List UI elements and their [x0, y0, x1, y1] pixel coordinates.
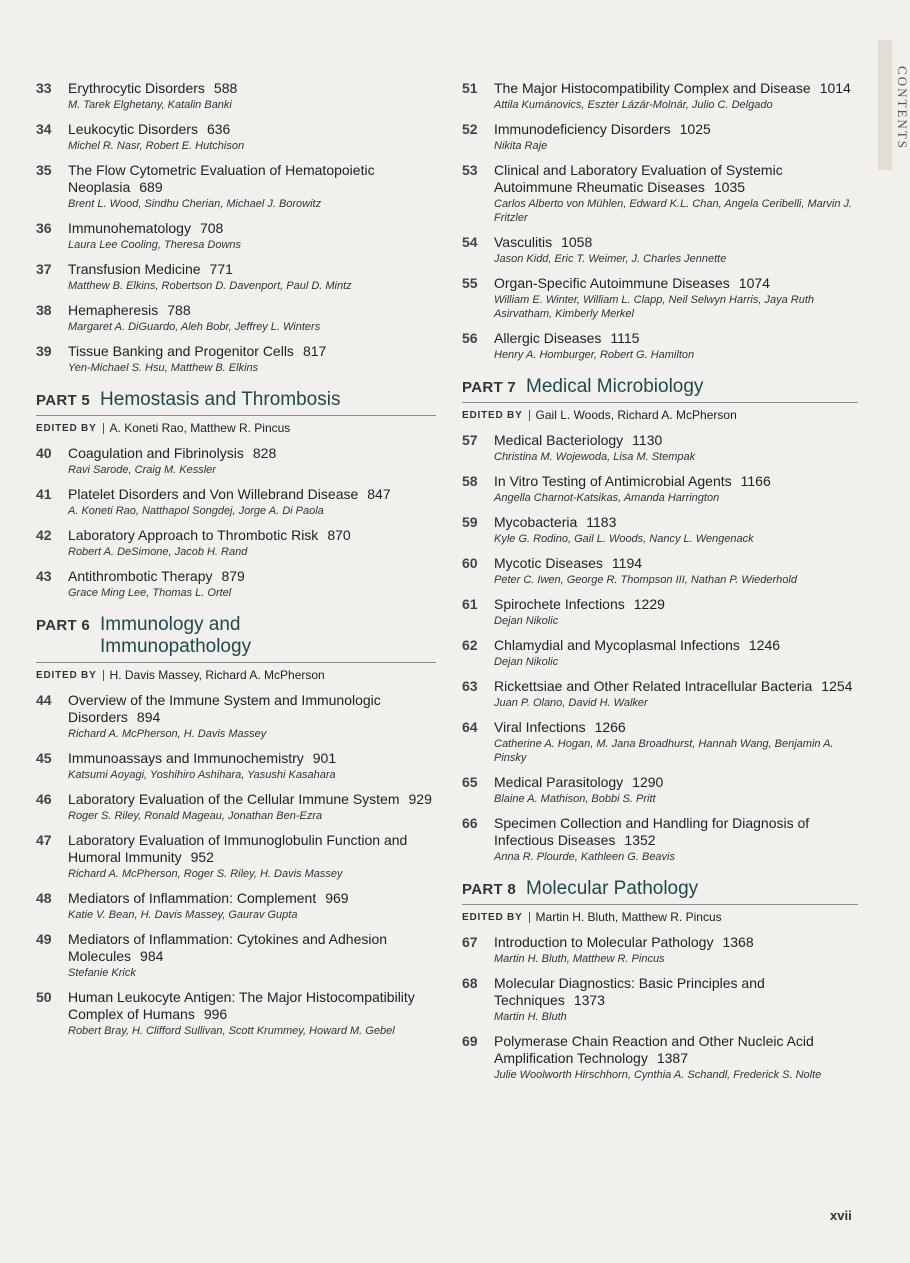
- chapter-body: [494, 514, 858, 546]
- chapter-body: [68, 121, 436, 153]
- chapter-title: Medical Parasitology: [494, 774, 624, 790]
- chapter-page: 828: [252, 445, 277, 461]
- chapter-number: 36: [36, 220, 52, 236]
- part-editors-line: [462, 408, 858, 422]
- chapter-title: Viral Infections: [494, 719, 586, 735]
- chapter-title: Laboratory Evaluation of the Cellular Immune System: [68, 791, 400, 807]
- chapter-authors: Yen-Michael S. Hsu, Matthew B. Elkins: [68, 362, 259, 374]
- toc-right-column: [462, 80, 858, 1091]
- toc-entry: [462, 1033, 858, 1082]
- chapter-authors: Katie V. Bean, H. Davis Massey, Gaurav Gupta: [68, 909, 298, 921]
- chapter-authors: Michel R. Nasr, Robert E. Hutchison: [68, 140, 245, 152]
- chapter-page: 894: [136, 709, 161, 725]
- chapter-page: 817: [302, 343, 327, 359]
- edited-by-label: EDITED BY: [462, 410, 530, 421]
- chapter-title: Introduction to Molecular Pathology: [494, 934, 714, 950]
- chapter-number: 49: [36, 931, 52, 947]
- chapter-title-line: [68, 568, 436, 585]
- toc-entry: [462, 555, 858, 587]
- chapter-number: 43: [36, 568, 52, 584]
- part-heading: [462, 376, 858, 403]
- chapter-page: 1166: [740, 473, 771, 489]
- chapter-body: [494, 1033, 858, 1082]
- chapter-number: 63: [462, 678, 478, 694]
- part-editors-line: [36, 421, 436, 435]
- chapter-page: 689: [139, 179, 163, 195]
- chapter-body: [68, 832, 436, 881]
- chapter-body: [68, 80, 436, 112]
- chapter-title-line: [494, 514, 858, 531]
- chapter-number: 37: [36, 261, 52, 277]
- chapter-page: 1035: [713, 179, 746, 195]
- chapter-title-line: [494, 774, 858, 791]
- toc-left-column: [36, 80, 436, 1047]
- chapter-page: 1373: [573, 992, 605, 1008]
- chapter-title-line: [494, 934, 858, 951]
- chapter-authors: Margaret A. DiGuardo, Aleh Bobr, Jeffrey L. Winters: [68, 321, 321, 333]
- part-section: [462, 376, 858, 422]
- chapter-page: 1183: [586, 514, 617, 530]
- chapter-authors: M. Tarek Elghetany, Katalin Banki: [68, 99, 232, 111]
- chapter-title-line: [68, 220, 436, 237]
- chapter-number: 34: [36, 121, 52, 137]
- chapter-body: [494, 555, 858, 587]
- chapter-title-line: [494, 815, 858, 849]
- chapter-body: [68, 162, 436, 211]
- chapter-title: Immunoassays and Immunochemistry: [68, 750, 304, 766]
- chapter-authors: Stefanie Krick: [68, 967, 136, 979]
- chapter-authors: Brent L. Wood, Sindhu Cherian, Michael J. Borowitz: [68, 198, 322, 210]
- chapter-authors: Ravi Sarode, Craig M. Kessler: [68, 464, 216, 476]
- toc-entry: [462, 432, 858, 464]
- toc-entry: [462, 678, 858, 710]
- chapter-title: Laboratory Approach to Thrombotic Risk: [68, 527, 319, 543]
- toc-entry: [462, 815, 858, 864]
- chapter-authors: Katsumi Aoyagi, Yoshihiro Ashihara, Yasushi Kasahara: [68, 769, 336, 781]
- part-label: PART 6: [36, 617, 91, 634]
- chapter-body: [494, 473, 858, 505]
- chapter-authors: Julie Woolworth Hirschhorn, Cynthia A. Schandl, Frederick S. Nolte: [494, 1069, 822, 1081]
- chapter-page: 1387: [656, 1050, 688, 1066]
- part-title: Hemostasis and Thrombosis: [100, 389, 341, 410]
- chapter-number: 39: [36, 343, 52, 359]
- chapter-title: Vasculitis: [494, 234, 553, 250]
- page-number: xvii: [830, 1208, 852, 1223]
- chapter-authors: Dejan Nikolic: [494, 656, 559, 668]
- chapter-title-line: [494, 162, 858, 196]
- chapter-authors: Angella Charnot-Katsikas, Amanda Harrington: [494, 492, 720, 504]
- chapter-body: [494, 678, 858, 710]
- edited-by-label: EDITED BY: [36, 423, 104, 434]
- chapter-body: [68, 343, 436, 375]
- chapter-authors: Anna R. Plourde, Kathleen G. Beavis: [494, 851, 675, 863]
- chapter-page: 996: [203, 1006, 228, 1022]
- chapter-page: 1014: [819, 80, 851, 96]
- chapter-page: 1290: [632, 774, 664, 790]
- chapter-body: [494, 432, 858, 464]
- part-heading: [36, 389, 436, 416]
- chapter-body: [68, 692, 436, 741]
- chapter-title-line: [494, 975, 858, 1009]
- chapter-authors: Christina M. Wojewoda, Lisa M. Stempak: [494, 451, 696, 463]
- chapter-number: 64: [462, 719, 478, 735]
- chapter-title-line: [68, 527, 436, 544]
- chapter-authors: Robert A. DeSimone, Jacob H. Rand: [68, 546, 248, 558]
- toc-entry: [36, 486, 436, 518]
- chapter-number: 45: [36, 750, 52, 766]
- chapter-title-line: [494, 121, 858, 138]
- toc-entry: [36, 261, 436, 293]
- chapter-title-line: [68, 121, 436, 138]
- chapter-title-line: [68, 486, 436, 503]
- chapter-body: [68, 931, 436, 980]
- chapter-title: Rickettsiae and Other Related Intracellular Bacteria: [494, 678, 813, 694]
- chapter-authors: Robert Bray, H. Clifford Sullivan, Scott Krummey, Howard M. Gebel: [68, 1025, 395, 1037]
- part-label: PART 7: [462, 379, 517, 396]
- toc-entry: [462, 934, 858, 966]
- chapter-number: 61: [462, 596, 478, 612]
- part-editors: Gail L. Woods, Richard A. McPherson: [535, 408, 737, 422]
- part-editors-line: [36, 668, 436, 682]
- chapter-title: Mediators of Inflammation: Complement: [68, 890, 317, 906]
- chapter-body: [494, 719, 858, 765]
- toc-entry: [36, 989, 436, 1038]
- chapter-title: Polymerase Chain Reaction and Other Nucleic Acid Amplification Technology: [494, 1033, 814, 1066]
- chapter-title: Hemapheresis: [68, 302, 159, 318]
- toc-entry: [36, 80, 436, 112]
- chapter-title-line: [494, 678, 858, 695]
- chapter-authors: Dejan Nikolic: [494, 615, 559, 627]
- chapter-page: 952: [190, 849, 214, 865]
- chapter-body: [494, 815, 858, 864]
- chapter-title-line: [68, 750, 436, 767]
- chapter-number: 55: [462, 275, 478, 291]
- chapter-title-line: [68, 890, 436, 907]
- part-editors: Martin H. Bluth, Matthew R. Pincus: [535, 910, 722, 924]
- part-editors-line: [462, 910, 858, 924]
- part-section: [36, 389, 436, 435]
- chapter-authors: Peter C. Iwen, George R. Thompson III, Nathan P. Wiederhold: [494, 574, 797, 586]
- chapter-body: [494, 637, 858, 669]
- chapter-page: 1246: [748, 637, 781, 653]
- chapter-title-line: [68, 832, 436, 866]
- chapter-page: 771: [209, 261, 233, 277]
- chapter-title: Clinical and Laboratory Evaluation of Systemic Autoimmune Rheumatic Diseases: [494, 162, 783, 195]
- chapter-page: 1352: [624, 832, 656, 848]
- chapter-page: 1025: [679, 121, 711, 137]
- chapter-title: The Flow Cytometric Evaluation of Hematopoietic Neoplasia: [68, 162, 375, 195]
- toc-entry: [36, 931, 436, 980]
- chapter-body: [494, 275, 858, 321]
- toc-entry: [462, 330, 858, 362]
- chapter-number: 66: [462, 815, 478, 831]
- chapter-page: 847: [367, 486, 391, 502]
- chapter-number: 57: [462, 432, 478, 448]
- chapter-authors: Martin H. Bluth: [494, 1011, 567, 1023]
- chapter-title-line: [494, 596, 858, 613]
- chapter-authors: Matthew B. Elkins, Robertson D. Davenport, Paul D. Mintz: [68, 280, 352, 292]
- chapter-title-line: [68, 791, 436, 808]
- toc-entry: [462, 473, 858, 505]
- chapter-title-line: [494, 234, 858, 251]
- chapter-page: 788: [167, 302, 191, 318]
- toc-entry: [462, 80, 858, 112]
- toc-entry: [462, 774, 858, 806]
- chapter-page: 1194: [611, 555, 643, 571]
- chapter-authors: Laura Lee Cooling, Theresa Downs: [68, 239, 242, 251]
- toc-entry: [462, 162, 858, 225]
- toc-entry: [462, 637, 858, 669]
- toc-entry: [36, 220, 436, 252]
- chapter-page: 1368: [722, 934, 754, 950]
- chapter-title: Transfusion Medicine: [68, 261, 201, 277]
- chapter-number: 59: [462, 514, 478, 530]
- chapter-authors: Nikita Raje: [494, 140, 548, 152]
- chapter-title-line: [68, 261, 436, 278]
- chapter-page: 1115: [610, 330, 640, 346]
- toc-entry: [36, 568, 436, 600]
- side-tab-label: CONTENTS: [894, 66, 910, 150]
- chapter-title-line: [494, 637, 858, 654]
- part-section: [462, 878, 858, 924]
- chapter-body: [68, 527, 436, 559]
- chapter-page: 879: [221, 568, 245, 584]
- chapter-body: [68, 989, 436, 1038]
- chapter-number: 42: [36, 527, 52, 543]
- chapter-body: [68, 486, 436, 518]
- chapter-number: 62: [462, 637, 478, 653]
- chapter-number: 58: [462, 473, 478, 489]
- chapter-authors: Blaine A. Mathison, Bobbi S. Pritt: [494, 793, 656, 805]
- chapter-page: 1130: [632, 432, 663, 448]
- chapter-title-line: [68, 343, 436, 360]
- chapter-page: 1058: [561, 234, 593, 250]
- chapter-title-line: [68, 162, 436, 196]
- part-section: [36, 614, 436, 682]
- part-editors: H. Davis Massey, Richard A. McPherson: [109, 668, 325, 682]
- chapter-title-line: [494, 275, 858, 292]
- chapter-body: [494, 934, 858, 966]
- part-title: Immunology and Immunopathology: [100, 614, 252, 657]
- toc-entry: [36, 832, 436, 881]
- chapter-body: [68, 261, 436, 293]
- toc-entry: [462, 514, 858, 546]
- chapter-title-line: [494, 555, 858, 572]
- toc-entry: [462, 596, 858, 628]
- chapter-page: 708: [199, 220, 224, 236]
- chapter-title: Molecular Diagnostics: Basic Principles and Techniques: [494, 975, 765, 1008]
- chapter-title: Mycotic Diseases: [494, 555, 603, 571]
- part-label: PART 5: [36, 392, 91, 409]
- chapter-title-line: [68, 692, 436, 726]
- chapter-title: Chlamydial and Mycoplasmal Infections: [494, 637, 740, 653]
- chapter-number: 47: [36, 832, 52, 848]
- toc-entry: [36, 890, 436, 922]
- part-title: Medical Microbiology: [526, 376, 704, 397]
- chapter-title-line: [494, 80, 858, 97]
- chapter-number: 69: [462, 1033, 478, 1049]
- toc-entry: [36, 750, 436, 782]
- chapter-authors: Martin H. Bluth, Matthew R. Pincus: [494, 953, 665, 965]
- chapter-authors: A. Koneti Rao, Natthapol Songdej, Jorge A. Di Paola: [68, 505, 324, 517]
- chapter-page: 984: [140, 948, 164, 964]
- chapter-number: 53: [462, 162, 478, 178]
- chapter-title: Erythrocytic Disorders: [68, 80, 205, 96]
- chapter-title: Immunohematology: [68, 220, 191, 236]
- chapter-authors: Kyle G. Rodino, Gail L. Woods, Nancy L. Wengenack: [494, 533, 754, 545]
- contents-side-tab: [878, 40, 910, 170]
- chapter-body: [494, 234, 858, 266]
- chapter-number: 51: [462, 80, 478, 96]
- chapter-title-line: [494, 432, 858, 449]
- toc-entry: [462, 975, 858, 1024]
- chapter-body: [494, 121, 858, 153]
- chapter-page: 870: [327, 527, 351, 543]
- chapter-authors: Attila Kumánovics, Eszter Lázár-Molnár, Julio C. Delgado: [494, 99, 773, 111]
- toc-entry: [462, 719, 858, 765]
- chapter-title-line: [68, 931, 436, 965]
- chapter-body: [68, 750, 436, 782]
- toc-entry: [36, 692, 436, 741]
- toc-entry: [462, 234, 858, 266]
- edited-by-label: EDITED BY: [462, 912, 530, 923]
- chapter-body: [494, 596, 858, 628]
- chapter-title-line: [68, 445, 436, 462]
- chapter-authors: Grace Ming Lee, Thomas L. Ortel: [68, 587, 232, 599]
- chapter-number: 40: [36, 445, 52, 461]
- chapter-body: [68, 445, 436, 477]
- toc-entry: [36, 527, 436, 559]
- chapter-title-line: [68, 302, 436, 319]
- chapter-authors: Jason Kidd, Eric T. Weimer, J. Charles Jennette: [494, 253, 727, 265]
- toc-entry: [462, 121, 858, 153]
- chapter-title: Tissue Banking and Progenitor Cells: [68, 343, 294, 359]
- part-title: Molecular Pathology: [526, 878, 699, 899]
- chapter-number: 68: [462, 975, 478, 991]
- chapter-title: Mycobacteria: [494, 514, 578, 530]
- chapter-title-line: [494, 1033, 858, 1067]
- chapter-title: Specimen Collection and Handling for Diagnosis of Infectious Diseases: [494, 815, 810, 848]
- chapter-number: 41: [36, 486, 52, 502]
- chapter-number: 65: [462, 774, 478, 790]
- chapter-page: 1074: [738, 275, 770, 291]
- part-heading: [36, 614, 436, 663]
- chapter-page: 929: [408, 791, 432, 807]
- chapter-title: Laboratory Evaluation of Immunoglobulin Function and Humoral Immunity: [68, 832, 408, 865]
- chapter-authors: Richard A. McPherson, H. Davis Massey: [68, 728, 267, 740]
- chapter-title: Antithrombotic Therapy: [68, 568, 213, 584]
- toc-entry: [36, 791, 436, 823]
- chapter-number: 44: [36, 692, 52, 708]
- chapter-number: 38: [36, 302, 52, 318]
- chapter-body: [494, 975, 858, 1024]
- chapter-body: [494, 330, 858, 362]
- chapter-title-line: [68, 80, 436, 97]
- chapter-title: Spirochete Infections: [494, 596, 625, 612]
- chapter-title: Allergic Diseases: [494, 330, 602, 346]
- part-editors: A. Koneti Rao, Matthew R. Pincus: [109, 421, 291, 435]
- chapter-page: 636: [206, 121, 231, 137]
- chapter-page: 588: [213, 80, 238, 96]
- chapter-number: 60: [462, 555, 478, 571]
- toc-entry: [36, 343, 436, 375]
- chapter-title: Platelet Disorders and Von Willebrand Disease: [68, 486, 359, 502]
- chapter-body: [68, 302, 436, 334]
- chapter-page: 1254: [821, 678, 853, 694]
- chapter-title-line: [494, 719, 858, 736]
- chapter-number: 56: [462, 330, 478, 346]
- chapter-number: 33: [36, 80, 52, 96]
- toc-entry: [36, 162, 436, 211]
- chapter-title-line: [494, 330, 858, 347]
- chapter-body: [494, 774, 858, 806]
- chapter-page: 1266: [594, 719, 626, 735]
- toc-entry: [36, 302, 436, 334]
- chapter-title-line: [494, 473, 858, 490]
- chapter-title: Medical Bacteriology: [494, 432, 624, 448]
- part-label: PART 8: [462, 881, 517, 898]
- chapter-authors: Henry A. Homburger, Robert G. Hamilton: [494, 349, 695, 361]
- chapter-title: Mediators of Inflammation: Cytokines and Adhesion Molecules: [68, 931, 388, 964]
- chapter-authors: William E. Winter, William L. Clapp, Neil Selwyn Harris, Jaya Ruth Asirvatham, Kimberly Merkel: [494, 294, 815, 320]
- chapter-title-line: [68, 989, 436, 1023]
- chapter-page: 901: [312, 750, 337, 766]
- chapter-page: 1229: [633, 596, 665, 612]
- toc-entry: [462, 275, 858, 321]
- chapter-body: [494, 162, 858, 225]
- chapter-title: Coagulation and Fibrinolysis: [68, 445, 244, 461]
- chapter-body: [68, 890, 436, 922]
- chapter-number: 46: [36, 791, 52, 807]
- chapter-number: 67: [462, 934, 478, 950]
- toc-entry: [36, 121, 436, 153]
- chapter-body: [494, 80, 858, 112]
- chapter-title: Organ-Specific Autoimmune Diseases: [494, 275, 730, 291]
- chapter-title: Leukocytic Disorders: [68, 121, 198, 137]
- chapter-body: [68, 220, 436, 252]
- chapter-title: Immunodeficiency Disorders: [494, 121, 671, 137]
- chapter-number: 52: [462, 121, 478, 137]
- chapter-title: Human Leukocyte Antigen: The Major Histocompatibility Complex of Humans: [68, 989, 415, 1022]
- chapter-title: The Major Histocompatibility Complex and Disease: [494, 80, 811, 96]
- chapter-authors: Richard A. McPherson, Roger S. Riley, H. Davis Massey: [68, 868, 343, 880]
- edited-by-label: EDITED BY: [36, 670, 104, 681]
- chapter-authors: Juan P. Olano, David H. Walker: [494, 697, 648, 709]
- chapter-number: 54: [462, 234, 478, 250]
- chapter-number: 50: [36, 989, 52, 1005]
- chapter-authors: Carlos Alberto von Mühlen, Edward K.L. Chan, Angela Ceribelli, Marvin J. Fritzler: [494, 198, 853, 224]
- chapter-number: 48: [36, 890, 52, 906]
- chapter-title: Overview of the Immune System and Immunologic Disorders: [68, 692, 381, 725]
- chapter-body: [68, 568, 436, 600]
- chapter-page: 969: [325, 890, 349, 906]
- toc-entry: [36, 445, 436, 477]
- chapter-title: In Vitro Testing of Antimicrobial Agents: [494, 473, 732, 489]
- chapter-number: 35: [36, 162, 52, 178]
- part-heading: [462, 878, 858, 905]
- chapter-authors: Roger S. Riley, Ronald Mageau, Jonathan Ben-Ezra: [68, 810, 323, 822]
- chapter-body: [68, 791, 436, 823]
- chapter-authors: Catherine A. Hogan, M. Jana Broadhurst, Hannah Wang, Benjamin A. Pinsky: [494, 738, 834, 764]
